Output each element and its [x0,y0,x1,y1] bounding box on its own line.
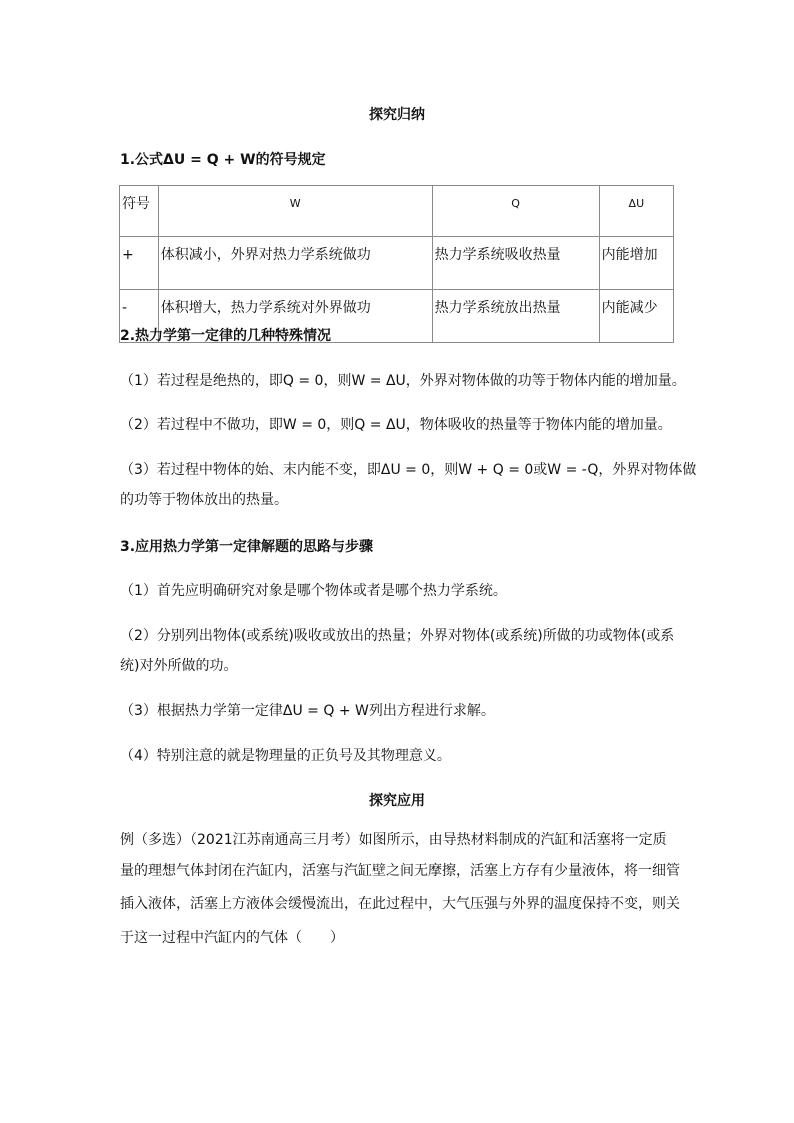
table-header-cell: ΔU [599,186,673,237]
table-cell: 体积减小，外界对热力学系统做功 [158,237,432,290]
table-row [120,237,674,290]
paragraph-line: 的功等于物体放出的热量。 [120,492,288,508]
heading-solution-steps: 3.应用热力学第一定律解题的思路与步骤 [120,539,374,555]
section-title-inquiry-summary: 探究归纳 [369,107,425,123]
paragraph-line: （2）若过程中不做功，即W = 0，则Q = ΔU，物体吸收的热量等于物体内能的增加量。 [120,417,672,433]
heading-sign-convention: 1.公式ΔU = Q + W的符号规定 [120,152,326,168]
example-line: 量的理想气体封闭在汽缸内，活塞与汽缸壁之间无摩擦，活塞上方存有少量液体，将一细管 [120,863,680,879]
paragraph-line: 统)对外所做的功。 [120,658,238,674]
paragraph-line: （1）若过程是绝热的，即Q = 0，则W = ΔU，外界对物体做的功等于物体内能的增加量。 [120,373,686,389]
table-cell: 内能增加 [599,237,673,290]
heading-special-cases: 2.热力学第一定律的几种特殊情况 [120,328,332,344]
table-cell: 体积增大，热力学系统对外界做功 [158,290,432,343]
example-line: 插入液体，活塞上方液体会缓慢流出，在此过程中，大气压强与外界的温度保持不变，则关 [120,896,680,912]
paragraph-line: （3）根据热力学第一定律ΔU = Q + W列出方程进行求解。 [120,703,495,719]
example-line: 于这一过程中汽缸内的气体（ ） [120,930,344,946]
table-cell: 热力学系统放出热量 [432,290,599,343]
paragraph-line: （2）分别列出物体(或系统)吸收或放出的热量；外界对物体(或系统)所做的功或物体(或系 [120,628,675,644]
paragraph-line: （4）特别注意的就是物理量的正负号及其物理意义。 [120,748,451,764]
section-title-inquiry-application: 探究应用 [369,793,425,809]
sign-convention-table [119,185,674,343]
paragraph-line: （1）首先应明确研究对象是哪个物体或者是哪个热力学系统。 [120,583,507,599]
table-cell: + [120,237,159,290]
table-header-row [120,186,674,237]
table-cell: 内能减少 [599,290,673,343]
table-cell: - [120,290,159,343]
table-cell: 热力学系统吸收热量 [432,237,599,290]
table-header-cell: 符号 [120,186,159,237]
table-header-cell: Q [432,186,599,237]
example-line: 例（多选）（2021江苏南通高三月考）如图所示，由导热材料制成的汽缸和活塞将一定质 [120,832,667,848]
paragraph-line: （3）若过程中物体的始、末内能不变，即ΔU = 0，则W + Q = 0或W = -Q，外界对物体做 [120,462,697,478]
table-header-cell: W [158,186,432,237]
